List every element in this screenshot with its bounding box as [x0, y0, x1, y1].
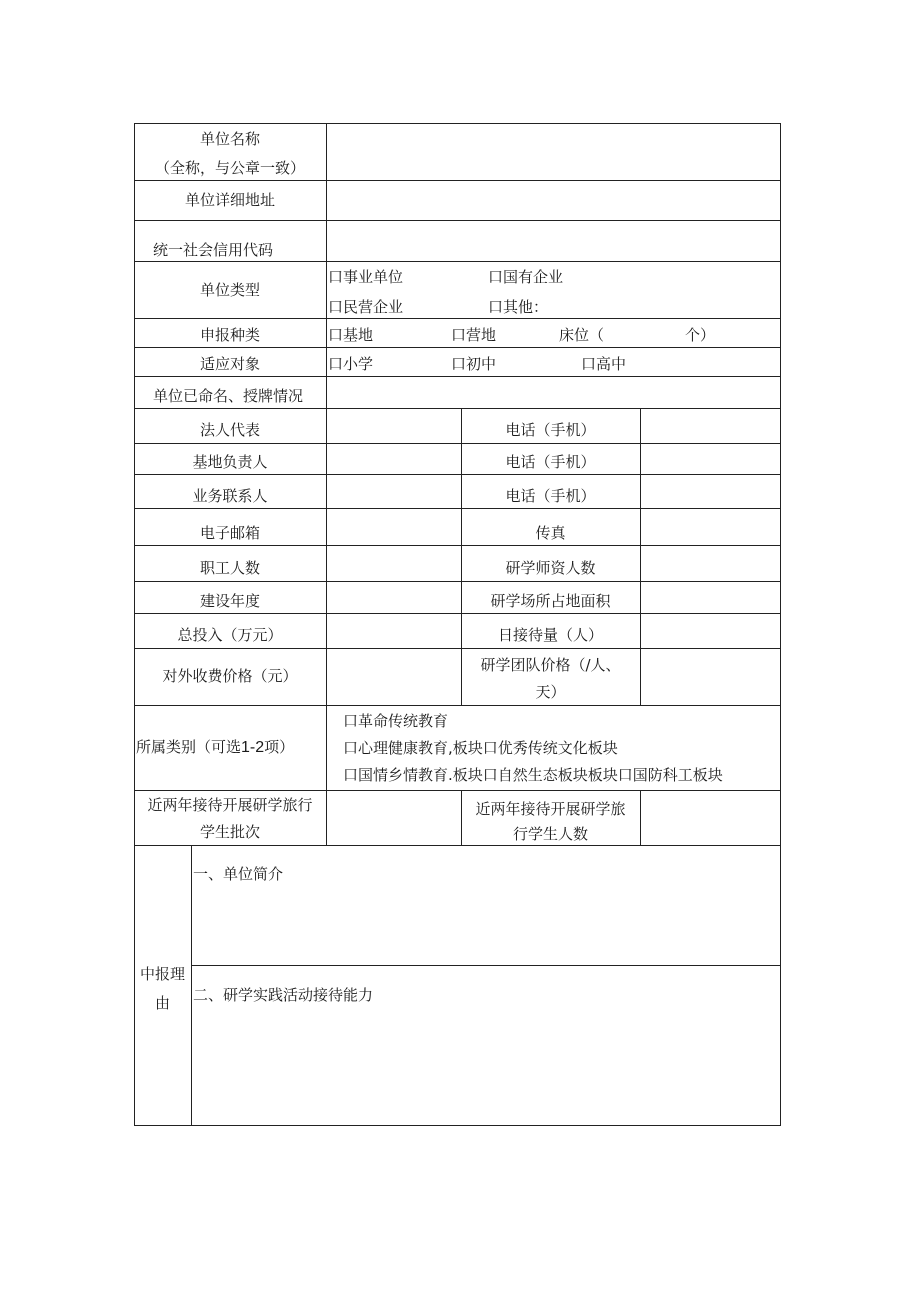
area-field[interactable] — [641, 582, 780, 613]
students-label-line2: 行学生人数 — [512, 825, 588, 843]
awards-field[interactable] — [327, 377, 780, 408]
daily-capacity-field[interactable] — [641, 614, 780, 648]
unit-type-option[interactable]: 口国有企业 — [488, 268, 564, 286]
daily-capacity-label: 日接待量（人） — [497, 626, 603, 644]
email-label: 电子邮箱 — [199, 524, 260, 542]
address-field[interactable] — [327, 181, 780, 220]
investment-label: 总投入（万元） — [177, 626, 283, 644]
category-label-pre: 所属类别（可选 — [136, 738, 242, 756]
base-manager-phone-field[interactable] — [641, 444, 780, 474]
reason-intro-field[interactable] — [192, 888, 780, 965]
reason-label-line1: 中报理 — [139, 965, 185, 983]
phone-label: 电话（手机） — [505, 453, 596, 471]
category-option-line[interactable]: 口国情乡情教育.板块口自然生态板块板块口国防科工板块 — [343, 766, 723, 784]
declare-type-label: 申报种类 — [199, 326, 260, 344]
batches-field[interactable] — [327, 791, 461, 845]
reason-section-intro: 一、单位简介 — [193, 865, 284, 883]
credit-code-label: 统一社会信用代码 — [153, 241, 274, 259]
address-label: 单位详细地址 — [184, 191, 275, 209]
legal-rep-label: 法人代表 — [199, 421, 260, 439]
unit-type-label: 单位类型 — [199, 281, 260, 299]
students-field[interactable] — [641, 791, 780, 845]
contact-field[interactable] — [327, 475, 461, 508]
category-label-num: 1-2 — [241, 739, 265, 756]
fax-field[interactable] — [641, 509, 780, 545]
staff-field[interactable] — [327, 546, 461, 581]
area-label: 研学场所占地面积 — [490, 592, 611, 610]
credit-code-field[interactable] — [327, 221, 780, 261]
row-line — [134, 845, 781, 846]
price-label: 对外收费价格（元） — [162, 667, 298, 685]
application-form-table — [134, 123, 781, 1126]
table-border-bottom — [134, 1125, 781, 1126]
target-label: 适应对象 — [199, 355, 260, 373]
unit-type-option[interactable]: 口民营企业 — [328, 298, 404, 316]
category-label — [136, 737, 294, 758]
target-option-junior[interactable]: 口初中 — [451, 355, 497, 373]
group-price-label-line1: 研学团队价格（/人、 — [480, 656, 621, 674]
row-line — [134, 705, 781, 706]
reason-label-line2: 由 — [154, 994, 170, 1012]
students-label-line1: 近两年接待开展研学旅 — [475, 800, 626, 818]
investment-field[interactable] — [327, 614, 461, 648]
table-border-right — [780, 123, 781, 1126]
unit-name-note: （全称，与公章一致） — [154, 159, 305, 177]
row-line-reason-split — [192, 965, 781, 966]
batches-label-line1: 近两年接待开展研学旅行 — [147, 796, 313, 814]
unit-type-option[interactable]: 口事业单位 — [328, 268, 404, 286]
row-line — [134, 318, 781, 319]
group-price-label-line2: 天） — [535, 683, 566, 701]
base-manager-field[interactable] — [327, 444, 461, 474]
row-line — [134, 261, 781, 262]
teacher-field[interactable] — [641, 546, 780, 581]
fax-label: 传真 — [535, 524, 566, 542]
unit-name-field[interactable] — [327, 124, 780, 180]
unit-name-label: 单位名称 — [199, 130, 260, 148]
year-field[interactable] — [327, 582, 461, 613]
unit-type-option[interactable]: 口其他： — [488, 298, 549, 316]
price-field[interactable] — [327, 649, 461, 705]
row-line — [134, 347, 781, 348]
target-option-senior[interactable]: 口高中 — [581, 355, 627, 373]
group-price-field[interactable] — [641, 649, 780, 705]
category-option-line[interactable]: 口心理健康教育,板块口优秀传统文化板块 — [343, 739, 618, 757]
year-label: 建设年度 — [199, 592, 260, 610]
declare-option-bed[interactable]: 床位（ — [559, 326, 605, 344]
staff-label: 职工人数 — [199, 559, 260, 577]
base-manager-label: 基地负责人 — [192, 453, 268, 471]
email-field[interactable] — [327, 509, 461, 545]
declare-option-base[interactable]: 口基地 — [328, 326, 374, 344]
reason-section-capacity: 二、研学实践活动接待能力 — [193, 986, 374, 1004]
category-label-post: 项） — [264, 738, 295, 756]
legal-rep-field[interactable] — [327, 409, 461, 443]
teacher-label: 研学师资人数 — [505, 559, 596, 577]
contact-label: 业务联系人 — [192, 487, 268, 505]
awards-label: 单位已命名、授牌情况 — [153, 387, 304, 405]
phone-label: 电话（手机） — [505, 421, 596, 439]
contact-phone-field[interactable] — [641, 475, 780, 508]
batches-label-line2: 学生批次 — [199, 823, 260, 841]
phone-label: 电话（手机） — [505, 487, 596, 505]
legal-rep-phone-field[interactable] — [641, 409, 780, 443]
category-option-line[interactable]: 口革命传统教育 — [343, 712, 449, 730]
declare-bed-unit: 个） — [685, 326, 716, 344]
declare-option-camp[interactable]: 口营地 — [451, 326, 497, 344]
reason-capacity-field[interactable] — [192, 1009, 780, 1125]
target-option-primary[interactable]: 口小学 — [328, 355, 374, 373]
